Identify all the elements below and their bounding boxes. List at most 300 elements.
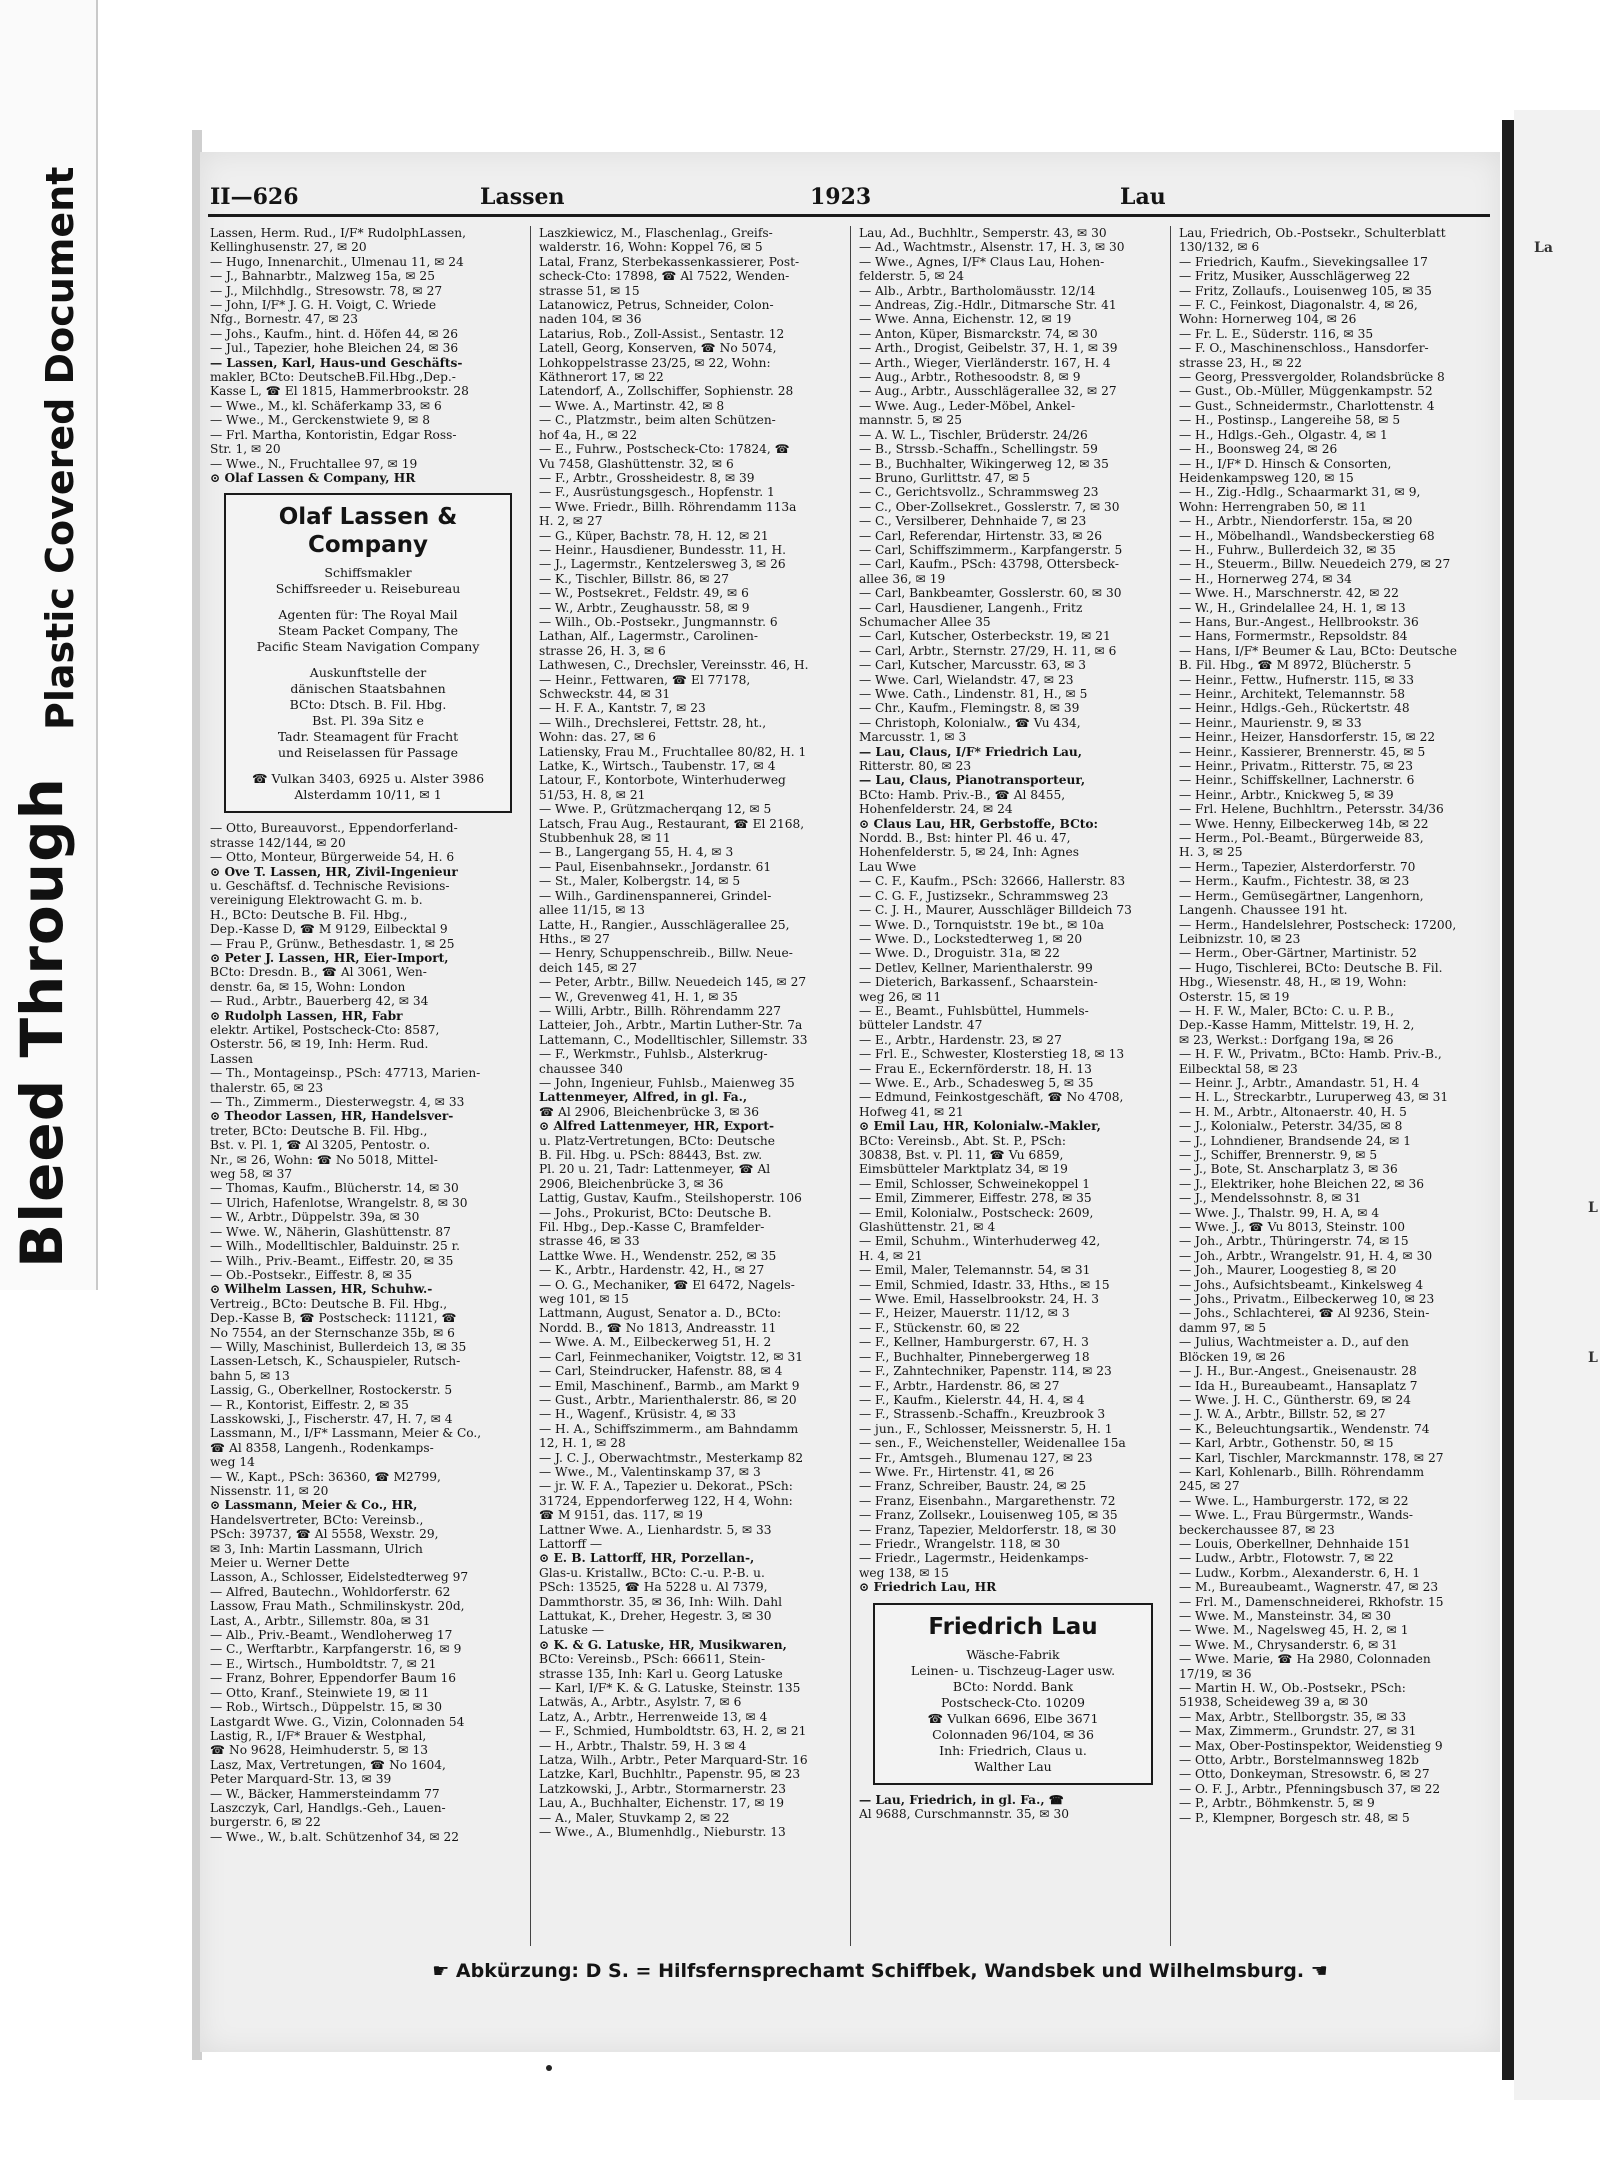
directory-entry: — F., Arbtr., Grossheidestr. 8, ✉ 39 [539,470,755,485]
directory-entry: Last, A., Arbtr., Sillemstr. 80a, ✉ 31 [210,1613,431,1628]
directory-entry: — Otto, Kranf., Steinwiete 19, ✉ 11 [210,1685,430,1700]
directory-entry: weg 101, ✉ 15 [539,1292,629,1307]
directory-entry: ⊙ Alfred Lattenmeyer, HR, Export- [539,1119,775,1134]
directory-entry: — Wilh., Priv.-Beamt., Eiffestr. 20, ✉ 35 [210,1253,454,1268]
directory-entry: — Heinr., Maurienstr. 9, ✉ 33 [1179,715,1362,730]
directory-entry: — John, Ingenieur, Fuhlsb., Maienweg 35 [539,1075,795,1090]
directory-entry: Langenh. Chaussee 191 ht. [1179,903,1348,918]
directory-entry: — J., Kolonialw., Peterstr. 34/35, ✉ 8 [1179,1119,1403,1134]
directory-entry: Latendorf, A., Zollschiffer, Sophienstr. 28 [539,384,794,399]
directory-entry: Bst. v. Pl. 1, ☎ Al 3205, Pentostr. o. [210,1138,431,1153]
directory-entry: — Wwe. P., Grützmacherqang 12, ✉ 5 [539,802,772,817]
directory-entry: Dep.-Kasse Hamm, Mittelstr. 19, H. 2, [1179,1018,1415,1033]
directory-entry: — C., Platzmstr., beim alten Schützen- [539,413,776,428]
directory-entry: — Johs., Kaufm., hint. d. Höfen 44, ✉ 26 [210,326,458,341]
directory-entry: — Anton, Küper, Bismarckstr. 74, ✉ 30 [859,326,1098,341]
directory-entry: vereinigung Elektrowacht G. m. b. [210,893,423,908]
directory-entry: strasse 51, ✉ 15 [539,283,640,298]
directory-entry: — Ludw., Korbm., Alexanderstr. 6, H. 1 [1179,1565,1421,1580]
directory-entry: Heidenkampsweg 120, ✉ 15 [1179,470,1354,485]
directory-entry: Lassig, G., Oberkellner, Rostockerstr. 5 [210,1383,453,1398]
directory-entry: — Christoph, Kolonialw., ☎ Vu 434, [859,715,1081,730]
directory-entry: Wohn: Hornerweg 104, ✉ 26 [1179,312,1357,327]
directory-entry: ☎ Al 2906, Bleichenbrücke 3, ✉ 36 [539,1104,759,1119]
directory-entry: — Arth., Wieger, Vierländerstr. 167, H. 4 [859,355,1111,370]
directory-entry: — F., Kaufm., Kielerstr. 44, H. 4, ✉ 4 [859,1392,1085,1407]
directory-entry: H., BCto: Deutsche B. Fil. Hbg., [210,907,408,922]
directory-entry: Lassmann, M., I/F* Lassmann, Meier & Co., [210,1426,482,1441]
directory-entry: — Friedr., Wrangelstr. 118, ✉ 30 [859,1536,1061,1551]
directory-entry: — Martin H. W., Ob.-Postsekr., PSch: [1179,1681,1406,1696]
directory-entry: Osterstr. 15, ✉ 19 [1179,989,1290,1004]
directory-entry: 12, H. 1, ✉ 28 [539,1436,626,1451]
directory-entry: — Frl. Helene, Buchhltrn., Petersstr. 34/36 [1179,802,1444,817]
directory-entry: — C., Werftarbtr., Karpfangerstr. 16, ✉ 9 [210,1642,462,1657]
column-2 [530,226,839,1946]
directory-entry: — Herm., Ober-Gärtner, Martinistr. 52 [1179,946,1417,961]
ad-line: Agenten für: The Royal Mail [278,607,458,623]
directory-entry: Lassen, Herm. Rud., I/F* RudolphLassen, [210,226,466,240]
directory-entry: — Wwe., M., Valentinskamp 37, ✉ 3 [539,1464,761,1479]
directory-entry: — Th., Montageinsp., PSch: 47713, Marien- [210,1066,481,1081]
friedrich-lau-ad [873,1603,1153,1785]
directory-entry: Vertreig., BCto: Deutsche B. Fil. Hbg., [210,1296,448,1311]
directory-entry: — Ad., Wachtmstr., Alsenstr. 17, H. 3, ✉ 30 [859,240,1125,255]
ad-spacer [234,761,502,771]
directory-entry: — Joh., Arbtr., Wrangelstr. 91, H. 4, ✉ 30 [1179,1248,1433,1263]
directory-entry: Lasson, A., Schlosser, Eidelstedterweg 97 [210,1570,469,1585]
directory-entry: — Herm., Tapezier, Alsterdorferstr. 70 [1179,859,1416,874]
directory-entry: — Hans, I/F* Beumer & Lau, BCto: Deutsche [1179,643,1457,658]
directory-entry: — Herm., Handelslehrer, Postscheck: 17200, [1179,917,1457,932]
directory-entry: — Ulrich, Hafenlotse, Wrangelstr. 8, ✉ 30 [210,1195,468,1210]
directory-entry: — Hans, Bur.-Angest., Hellbrookstr. 36 [1179,614,1419,629]
directory-entry: B. Fil. Hbg., ☎ M 8972, Blücherstr. 5 [1179,658,1412,673]
directory-entry: — H. A., Schiffszimmerm., am Bahndamm [539,1421,799,1436]
directory-entry: Nr., ✉ 26, Wohn: ☎ No 5018, Mittel- [210,1152,438,1167]
directory-entry: — Max, Zimmerm., Grundstr. 27, ✉ 31 [1179,1724,1417,1739]
directory-entry: Eilbecktal 58, ✉ 23 [1179,1061,1298,1076]
directory-entry: weg 138, ✉ 15 [859,1565,949,1580]
directory-entry: Kellinghusenstr. 27, ✉ 20 [210,240,367,255]
directory-entry: — J., Bote, St. Anscharplatz 3, ✉ 36 [1179,1162,1398,1177]
directory-entry: — R., Kontorist, Eiffestr. 2, ✉ 35 [210,1397,409,1412]
directory-entry: Nfg., Bornestr. 47, ✉ 23 [210,312,359,327]
directory-entry: ⊙ Claus Lau, HR, Gerbstoffe, BCto: [859,816,1099,831]
ad-line: Tadr. Steamagent für Fracht [277,729,459,745]
directory-entry: — Franz, Schreiber, Baustr. 24, ✉ 25 [859,1479,1087,1494]
directory-entry: beckerchaussee 87, ✉ 23 [1179,1522,1335,1537]
directory-entry: — Franz, Zollsekr., Louisenweg 105, ✉ 35 [859,1508,1118,1523]
ad-line: und Reiselassen für Passage [277,745,458,761]
directory-entry: — P., Arbtr., Böhmkenstr. 5, ✉ 9 [1179,1796,1375,1811]
directory-entry: treter, BCto: Deutsche B. Fil. Hbg., [210,1123,428,1138]
directory-entry: — Emil, Zimmerer, Eiffestr. 278, ✉ 35 [859,1191,1092,1206]
directory-entry: — Dieterich, Barkassenf., Schaarstein- [859,975,1098,990]
directory-entry: — Hans, Formermstr., Repsoldstr. 84 [1179,629,1408,644]
ad-line: Postscheck-Cto. 10209 [941,1694,1085,1710]
directory-entry: Blöcken 19, ✉ 26 [1179,1349,1286,1364]
directory-entry: — Wwe. J., ☎ Vu 8013, Steinstr. 100 [1179,1220,1405,1235]
directory-entry: Laszczyk, Carl, Handlgs.-Geh., Lauen- [210,1800,446,1815]
directory-entry: — B., Strssb.-Schaffn., Schellingstr. 59 [859,442,1098,457]
ad-line: Auskunftstelle der [309,665,427,681]
directory-entry: — Hugo, Tischlerei, BCto: Deutsche B. Fil. [1179,960,1443,975]
directory-entry: — F., Buchhalter, Pinnebergerweg 18 [859,1349,1090,1364]
directory-entry: PSch: 39737, ☎ Al 5558, Wexstr. 29, [210,1527,439,1542]
directory-entry: Handelsvertreter, BCto: Vereinsb., [210,1512,424,1527]
page-dot [546,2065,552,2071]
directory-entry: — H. F. W., Maler, BCto: C. u. P. B., [1179,1003,1394,1018]
directory-entry: ⊙ Wilhelm Lassen, HR, Schuhw.- [210,1282,433,1297]
directory-entry: 245, ✉ 27 [1179,1479,1240,1494]
directory-entry: — Carl, Kutscher, Marcusstr. 63, ✉ 3 [859,658,1087,673]
directory-entry: ⊙ Ove T. Lassen, HR, Zivil-Ingenieur [210,864,458,879]
directory-entry: — Fr., Amtsgeh., Blumenau 127, ✉ 23 [859,1450,1093,1465]
directory-entry: — H., Boonsweg 24, ✉ 26 [1179,442,1338,457]
directory-entry: — Wwe. L., Frau Bürgermstr., Wands- [1179,1508,1414,1523]
directory-entry: Hohenfelderstr. 24, ✉ 24 [859,802,1013,817]
directory-entry: Latuske — [539,1623,605,1638]
directory-entry: Latsch, Frau Aug., Restaurant, ☎ El 2168, [539,816,805,831]
directory-entry: Lattorff — [539,1536,603,1551]
directory-entry: BCto: Vereinsb., Abt. St. P., PSch: [859,1133,1067,1148]
directory-entry: — Andreas, Zig.-Hdlr., Ditmarsche Str. 41 [859,298,1117,313]
directory-entry: — Carl, Bankbeamter, Gosslerstr. 60, ✉ 30 [859,586,1122,601]
directory-entry: — J., Lohndiener, Brandsende 24, ✉ 1 [1179,1133,1411,1148]
directory-entry: — Herm., Gemüsegärtner, Langenhorn, [1179,888,1424,903]
directory-entry: — P., Klempner, Borgesch str. 48, ✉ 5 [1179,1810,1410,1825]
directory-entry: — Rud., Arbtr., Bauerberg 42, ✉ 34 [210,994,429,1009]
directory-entry: BCto: Dresdn. B., ☎ Al 3061, Wen- [210,965,427,980]
directory-entry: — H., Postinsp., Langereihe 58, ✉ 5 [1179,413,1401,428]
entry-list [210,226,518,485]
ad-line: Alsterdamm 10/11, ✉ 1 [294,787,442,803]
directory-entry: — Arth., Drogist, Geibelstr. 37, H. 1, ✉ 39 [859,341,1118,356]
directory-entry: — H. L., Streckarbtr., Luruperweg 43, ✉ 31 [1179,1090,1449,1105]
next-page-letter: L [1588,1350,1598,1366]
directory-entry: — Johs., Schlachterei, ☎ Al 9236, Stein- [1179,1306,1430,1321]
directory-entry: — A. W. L., Tischler, Brüderstr. 24/26 [859,427,1088,442]
directory-entry: — Carl, Schiffszimmerm., Karpfangerstr. 5 [859,542,1123,557]
directory-entry: Hohenfelderstr. 5, ✉ 24, Inh: Agnes [859,845,1079,860]
directory-entry: walderstr. 16, Wohn: Koppel 76, ✉ 5 [539,240,763,255]
directory-entry: — Frl. E., Schwester, Klosterstieg 18, ✉ 13 [859,1047,1125,1062]
ad-spacer [234,655,502,665]
directory-entry: — Franz, Tapezier, Meldorferstr. 18, ✉ 30 [859,1522,1117,1537]
directory-entry: — Fr. L. E., Süderstr. 116, ✉ 35 [1179,326,1374,341]
directory-entry: Lasskowski, J., Fischerstr. 47, H. 7, ✉ 4 [210,1411,453,1426]
directory-entry: — Gust., Ob.-Müller, Müggenkampstr. 52 [1179,384,1433,399]
directory-entry: — F., Arbtr., Hardenstr. 86, ✉ 27 [859,1378,1060,1393]
directory-entry: — Franz, Eisenbahn., Margarethenstr. 72 [859,1493,1116,1508]
directory-entry: Schweckstr. 44, ✉ 31 [539,687,671,701]
directory-entry: — W., Grevenweg 41, H. 1, ✉ 35 [539,989,738,1004]
directory-entry: — Hugo, Innenarchit., Ulmenau 11, ✉ 24 [210,254,464,269]
column-4 [1170,226,1489,1946]
directory-entry: — Wwe. Anna, Eichenstr. 12, ✉ 19 [859,312,1072,327]
directory-entry: — F., Stückenstr. 60, ✉ 22 [859,1320,1020,1335]
ad-line: Steam Packet Company, The [277,623,459,639]
header-year: 1923 [810,184,872,210]
directory-entry: Lau, A., Buchhalter, Eichenstr. 17, ✉ 19 [539,1796,784,1811]
directory-entry: — W., Bäcker, Hammersteindamm 77 [210,1786,440,1801]
directory-entry: — K., Beleuchtungsartik., Wendenstr. 74 [1179,1421,1430,1436]
directory-entry: — Johs., Aufsichtsbeamt., Kinkelsweg 4 [1179,1277,1424,1292]
directory-entry: — Aug., Arbtr., Ausschlägerallee 32, ✉ 27 [859,384,1117,399]
directory-entry: — F., Strassenb.-Schaffn., Kreuzbrook 3 [859,1407,1106,1422]
directory-entry: — jun., F., Schlosser, Meissnerstr. 5, H. 1 [859,1421,1113,1436]
directory-entry: — Johs., Prokurist, BCto: Deutsche B. [539,1205,772,1220]
directory-entry: ⊙ Lassmann, Meier & Co., HR, [210,1498,418,1513]
directory-entry: — Gust., Arbtr., Marienthalerstr. 86, ✉ 20 [539,1392,797,1407]
directory-entry: Latke, K., Wirtsch., Taubenstr. 17, ✉ 4 [539,759,776,774]
directory-entry: ⊙ Peter J. Lassen, HR, Eier-Import, [210,950,449,965]
directory-entry: — Wilh., Modelltischler, Balduinstr. 25 r. [210,1239,460,1254]
ad-lines [234,565,502,803]
directory-entry: — Heinr., Kassierer, Brennerstr. 45, ✉ 5 [1179,744,1426,759]
directory-entry: BCto: Hamb. Priv.-B., ☎ Al 8455, [859,787,1066,802]
directory-entry: — Carl, Steindrucker, Hafenstr. 88, ✉ 4 [539,1364,783,1379]
directory-entry: — Henry, Schuppenschreib., Billw. Neue- [539,946,793,961]
directory-entry: — H., Steuerm., Billw. Neuedeich 279, ✉ 27 [1179,557,1451,572]
directory-entry: — Rob., Wirtsch., Düppelstr. 15, ✉ 30 [210,1700,443,1715]
ad-line: BCto: Nordd. Bank [952,1678,1074,1694]
directory-entry: — H., Hornerweg 274, ✉ 34 [1179,571,1352,586]
directory-entry: — F., Heizer, Mauerstr. 11/12, ✉ 3 [859,1306,1070,1321]
directory-entry: — Joh., Arbtr., Thüringerstr. 74, ✉ 15 [1179,1234,1409,1249]
directory-entry: — G., Küper, Bachstr. 78, H. 12, ✉ 21 [539,528,769,543]
directory-entry: Latiensky, Frau M., Fruchtallee 80/82, H. 1 [539,744,807,759]
directory-entry: — Wilh., Drechslerei, Fettstr. 28, ht., [539,715,767,730]
directory-entry: — K., Tischler, Billstr. 86, ✉ 27 [539,571,729,586]
directory-entry: — Wwe. D., Tornquiststr. 19e bt., ✉ 10a [859,917,1104,932]
directory-entry: — Emil, Maschinenf., Barmb., am Markt 9 [539,1378,800,1393]
directory-entry: — Wilh., Ob.-Postsekr., Jungmannstr. 6 [539,614,778,629]
directory-entry: — Max, Ober-Postinspektor, Weidenstieg 9 [1179,1738,1443,1753]
directory-entry: weg 14 [210,1455,255,1470]
directory-entry: Lohkoppelstrasse 23/25, ✉ 22, Wohn: [539,355,771,370]
directory-entry: — Paul, Eisenbahnsekr., Jordanstr. 61 [539,859,772,874]
directory-entry: — Lau, Friedrich, in gl. Fa., ☎ [859,1792,1064,1807]
directory-entry: ☎ M 9151, das. 117, ✉ 19 [539,1508,703,1523]
ad-title: Olaf Lassen & Company [278,504,458,559]
directory-entry: — Heinr., Fettw., Hufnerstr. 115, ✉ 33 [1179,672,1415,687]
directory-entry: — Chr., Kaufm., Flemingstr. 8, ✉ 39 [859,701,1080,716]
directory-entry: — Carl, Feinmechaniker, Voigtstr. 12, ✉ 31 [539,1349,804,1364]
directory-entry: — Karl, Arbtr., Gothenstr. 50, ✉ 15 [1179,1436,1394,1451]
directory-entry: — Friedrich, Kaufm., Sievekingsallee 17 [1179,254,1428,269]
directory-entry: — Heinr. J., Arbtr., Amandastr. 51, H. 4 [1179,1075,1420,1090]
directory-entry: — Emil, Kolonialw., Postscheck: 2609, [859,1205,1094,1220]
next-page-letter: L [1588,1200,1598,1216]
directory-entry: — Joh., Maurer, Loogestieg 8, ✉ 20 [1179,1263,1397,1278]
ad-spacer [234,597,502,607]
directory-entry: Dammthorstr. 35, ✉ 36, Inh: Wilh. Dahl [539,1594,783,1609]
directory-entry: — Lassen, Karl, Haus-und Geschäfts- [210,355,463,370]
directory-entry: allee 36, ✉ 19 [859,571,946,586]
directory-entry: H. 3, ✉ 25 [1179,845,1243,860]
directory-entry: bahn 5, ✉ 13 [210,1368,290,1383]
directory-entry: Wohn: das. 27, ✉ 6 [539,730,656,745]
directory-entry: — Friedr., Lagermstr., Heidenkamps- [859,1551,1089,1566]
directory-entry: — H., Hdlgs.-Geh., Olgastr. 4, ✉ 1 [1179,427,1388,442]
directory-entry: allee 11/15, ✉ 13 [539,903,645,918]
directory-entry: bütteler Landstr. 47 [859,1018,983,1033]
directory-entry: — H., Arbtr., Niendorferstr. 15a, ✉ 20 [1179,514,1413,529]
directory-entry: — Alb., Arbtr., Bartholomäusstr. 12/14 [859,283,1096,298]
directory-entry: — Wwe. J. H. C., Güntherstr. 69, ✉ 24 [1179,1392,1412,1407]
directory-entry: — Emil, Schmied, Idastr. 33, Hths., ✉ 15 [859,1277,1110,1292]
directory-entry: Stubbenhuk 28, ✉ 11 [539,831,671,846]
ad-line: Pacific Steam Navigation Company [256,639,480,655]
directory-entry: Nordd. B., ☎ No 1813, Andreasstr. 11 [539,1320,777,1335]
directory-entry: — Heinr., Privatm., Ritterstr. 75, ✉ 23 [1179,759,1414,774]
directory-entry: — Heinr., Hausdiener, Bundesstr. 11, H. [539,542,787,557]
directory-entry: 30838, Bst. v. Pl. 11, ☎ Vu 6859, [859,1148,1064,1162]
directory-entry: — Wwe. W., Näherin, Glashüttenstr. 87 [210,1224,451,1239]
directory-entry: — Carl, Referendar, Hirtenstr. 33, ✉ 26 [859,528,1102,543]
directory-entry: — Wwe., M., Gerckenstwiete 9, ✉ 8 [210,413,431,428]
directory-entry: — F. O., Maschinenschloss., Hansdorfer- [1179,341,1429,356]
directory-entry: — B., Langergang 55, H. 4, ✉ 3 [539,845,734,860]
directory-entry: Marcusstr. 1, ✉ 3 [859,730,967,745]
directory-entry: 130/132, ✉ 6 [1179,240,1260,255]
directory-entry: — Aug., Arbtr., Rothesoodstr. 8, ✉ 9 [859,370,1081,385]
entry-list [210,821,518,1844]
ad-line: Leinen- u. Tischzeug-Lager usw. [910,1662,1116,1678]
directory-entry: — F., Zahntechniker, Papenstr. 114, ✉ 23 [859,1364,1112,1379]
ad-line: Walther Lau [974,1758,1052,1774]
directory-entry: — Otto, Donkeyman, Stresowstr. 6, ✉ 27 [1179,1767,1430,1782]
directory-entry: — C. F., Kaufm., PSch: 32666, Hallerstr. 83 [859,874,1126,889]
directory-entry: — Wwe. Cath., Lindenstr. 81, H., ✉ 5 [859,687,1088,701]
directory-entry: strasse 23, H., ✉ 22 [1179,355,1302,370]
directory-entry: — Ludw., Arbtr., Flotowstr. 7, ✉ 22 [1179,1551,1394,1566]
directory-entry: — Julius, Wachtmeister a. D., auf den [1179,1335,1409,1350]
directory-entry: — E., Arbtr., Hardenstr. 23, ✉ 27 [859,1032,1062,1047]
directory-entry: — Lau, Claus, Pianotransporteur, [859,773,1086,788]
directory-entry: — E., Wirtsch., Humboldtstr. 7, ✉ 21 [210,1656,437,1671]
directory-entry: Latour, F., Kontorbote, Winterhuderweg [539,773,786,788]
directory-entry: Schumacher Allee 35 [859,614,991,629]
directory-entry: — Herm., Pol.-Beamt., Bürgerweide 83, [1179,831,1424,846]
directory-entry: — Fritz, Musiker, Ausschlägerweg 22 [1179,269,1411,284]
ad-line: Inh: Friedrich, Claus u. [939,1742,1087,1758]
directory-entry: — O. F. J., Arbtr., Pfenningsbusch 37, ✉ 22 [1179,1781,1441,1796]
directory-entry: makler, BCto: DeutscheB.Fil.Hbg.,Dep.- [210,370,456,385]
directory-entry: — Frl. M., Damenschneiderei, Rkhofstr. 15 [1179,1594,1444,1609]
directory-entry: — W., Arbtr., Zeughausstr. 58, ✉ 9 [539,600,750,615]
directory-entry: — W., Kapt., PSch: 36360, ☎ M2799, [210,1469,441,1484]
directory-columns [210,226,1490,1946]
directory-entry: — W., Postsekret., Feldstr. 49, ✉ 6 [539,586,749,601]
directory-entry: — Frau E., Eckernförderstr. 18, H. 13 [859,1061,1092,1076]
directory-entry: — Wwe. Fr., Hirtenstr. 41, ✉ 26 [859,1464,1055,1479]
ad-line: Schiffsreeder u. Reisebureau [275,581,461,597]
directory-entry: Laszkiewicz, M., Flaschenlag., Greifs- [539,226,773,240]
directory-entry: — Wwe. H., Marschnerstr. 42, ✉ 22 [1179,586,1399,601]
directory-entry: Lattke Wwe. H., Wendenstr. 252, ✉ 35 [539,1248,777,1263]
directory-entry: thalerstr. 65, ✉ 23 [210,1080,324,1095]
directory-entry: weg 26, ✉ 11 [859,989,942,1004]
directory-entry: Lasz, Max, Vertretungen, ☎ No 1604, [210,1757,446,1772]
directory-entry: — J., Bahnarbtr., Malzweg 15a, ✉ 25 [210,269,435,284]
directory-entry: — J. H., Bur.-Angest., Gneisenaustr. 28 [1179,1364,1417,1379]
directory-entry: — A., Maler, Stuvkamp 2, ✉ 22 [539,1810,730,1825]
directory-entry: — Peter, Arbtr., Billw. Neuedeich 145, ✉ 27 [539,975,807,990]
directory-entry: Ritterstr. 80, ✉ 23 [859,759,972,774]
directory-entry: — F., Kellner, Hamburgerstr. 67, H. 3 [859,1335,1089,1350]
ad-line: dänischen Staatsbahnen [290,681,446,697]
directory-entry: — B., Buchhalter, Wikingerweg 12, ✉ 35 [859,456,1109,471]
directory-entry: ⊙ K. & G. Latuske, HR, Musikwaren, [539,1637,787,1652]
directory-entry: deich 145, ✉ 27 [539,960,638,975]
directory-entry: Lattemann, C., Modelltischler, Sillemstr. 33 [539,1032,808,1047]
directory-entry: ⊙ Olaf Lassen & Company, HR [210,470,416,485]
directory-entry: — Wwe., A., Blumenhdlg., Nieburstr. 13 [539,1825,786,1840]
directory-entry: — Wwe. Aug., Leder-Möbel, Ankel- [859,398,1076,413]
directory-entry: Lassen [210,1051,253,1066]
directory-entry: Latarius, Rob., Zoll-Assist., Sentastr. 12 [539,326,785,341]
directory-entry: Peter Marquard-Str. 13, ✉ 39 [210,1772,392,1787]
entry-list [859,226,1159,1595]
directory-entry: — Louis, Oberkellner, Dehnhaide 151 [1179,1536,1411,1551]
directory-entry: — H., Zig.-Hdlg., Schaarmarkt 31, ✉ 9, [1179,485,1421,500]
directory-entry: Glashüttenstr. 21, ✉ 4 [859,1220,996,1235]
directory-entry: — Karl, I/F* K. & G. Latuske, Steinstr. 135 [539,1681,801,1696]
directory-entry: — Ida H., Bureaubeamt., Hansaplatz 7 [1179,1378,1418,1393]
directory-entry: — Wwe. Emil, Hasselbrookstr. 24, H. 3 [859,1292,1099,1307]
directory-entry: felderstr. 5, ✉ 24 [859,269,964,284]
directory-entry: ⊙ E. B. Lattorff, HR, Porzellan-, [539,1551,755,1566]
page-number: II—626 [210,184,299,210]
directory-entry: — H., Wagenf., Krüsistr. 4, ✉ 33 [539,1407,737,1422]
directory-entry: — Carl, Kaufm., PSch: 43798, Ottersbeck- [859,557,1119,572]
directory-entry: ☎ No 9628, Heimhuderstr. 5, ✉ 13 [210,1743,429,1758]
directory-entry: — Th., Zimmerm., Diesterwegstr. 4, ✉ 33 [210,1095,465,1110]
directory-entry: — Max, Arbtr., Stellborgstr. 35, ✉ 33 [1179,1709,1407,1724]
directory-entry: — Wwe. A., Martinstr. 42, ✉ 8 [539,398,725,413]
directory-entry: Latzke, Karl, Buchhltr., Papenstr. 95, ✉ 23 [539,1767,801,1782]
directory-entry: ⊙ Theodor Lassen, HR, Handelsver- [210,1109,454,1124]
directory-entry: — Frau P., Grünw., Bethesdastr. 1, ✉ 25 [210,936,455,951]
directory-entry: Lau, Friedrich, Ob.-Postsekr., Schulterblatt [1179,226,1446,240]
directory-entry: Al 9688, Curschmannstr. 35, ✉ 30 [859,1807,1070,1821]
directory-entry: — Ob.-Postsekr., Eiffestr. 8, ✉ 35 [210,1267,413,1282]
directory-entry: Lattenmeyer, Alfred, in gl. Fa., [539,1090,748,1105]
directory-entry: Glas-u. Kristallw., BCto: C.-u. P.-B. u. [539,1565,765,1580]
directory-entry: Hofweg 41, ✉ 21 [859,1104,964,1119]
directory-entry: — Herm., Kaufm., Fichtestr. 38, ✉ 23 [1179,874,1410,889]
directory-entry: strasse 135, Inh: Karl u. Georg Latuske [539,1666,783,1681]
directory-entry: — W., Arbtr., Düppelstr. 39a, ✉ 30 [210,1210,420,1225]
directory-entry: Latzkowski, J., Arbtr., Stormarnerstr. 23 [539,1781,786,1796]
directory-entry: — Wwe. M., Chrysanderstr. 6, ✉ 31 [1179,1637,1398,1652]
directory-entry: Lassen-Letsch, K., Schauspieler, Rutsch- [210,1354,461,1369]
directory-entry: Latell, Georg, Konserven, ☎ No 5074, [539,341,777,356]
directory-entry: — Emil, Maler, Telemannstr. 54, ✉ 31 [859,1263,1091,1278]
directory-entry: ⊙ Emil Lau, HR, Kolonialw.-Makler, [859,1119,1101,1134]
directory-entry: — Wwe. Marie, ☎ Ha 2980, Colonnaden [1179,1652,1431,1667]
directory-entry: B. Fil. Hbg. u. PSch: 88443, Bst. zw. [539,1148,763,1162]
ad-line: Bst. Pl. 39a Sitz e [312,713,424,729]
directory-entry: — C., Gerichtsvollz., Schrammsweg 23 [859,485,1099,500]
directory-entry: — Wwe., Agnes, I/F* Claus Lau, Hohen- [859,254,1105,269]
directory-entry: — F., Ausrüstungsgesch., Hopfenstr. 1 [539,485,775,500]
directory-entry: — Wwe. A. M., Eilbeckerweg 51, H. 2 [539,1335,772,1350]
directory-entry: Dep.-Kasse B, ☎ Postscheck: 11121, ☎ [210,1311,457,1326]
